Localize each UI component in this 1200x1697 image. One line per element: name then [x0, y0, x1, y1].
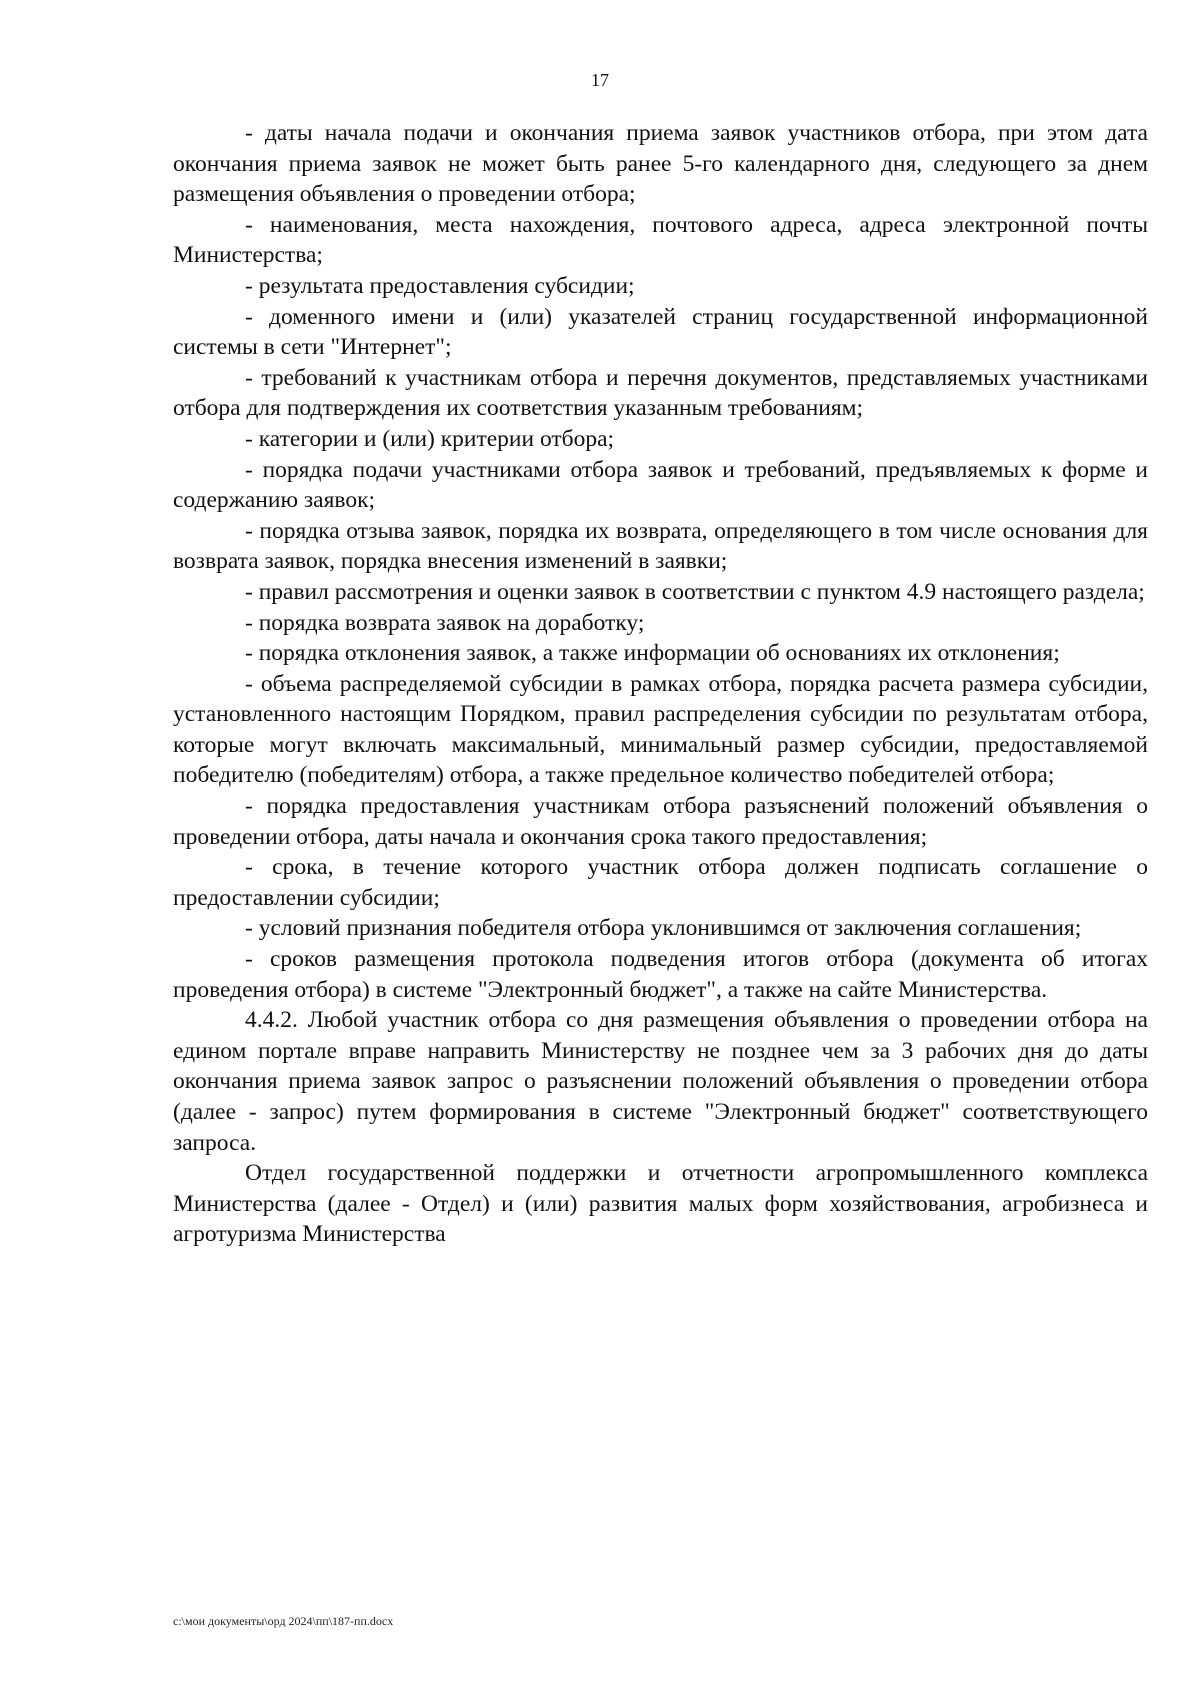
paragraph-categories: - категории и (или) критерии отбора;: [245, 425, 615, 452]
paragraph-clause-4-4-2: 4.4.2. Любой участник отбора со дня размещения объявления о проведении отбора на едином портале вправе направить Министерству не позднее чем за 3 рабочих дня до даты окончания приема заявок запрос о разъяснении положений объявления о проведении отбора (далее - запрос) путем формирования в системе "Электронный бюджет" соответствующего запроса.: [173, 1007, 1148, 1156]
paragraph-ministry-contacts: - наименования, места нахождения, почтового адреса, адреса электронной почты Министерства;: [173, 211, 1148, 269]
paragraph-subsidy-result: - результата предоставления субсидии;: [245, 272, 635, 299]
document-body: [173, 118, 1148, 1250]
paragraph-signing-deadline: - срока, в течение которого участник отбора должен подписать соглашение о предоставлении субсидии;: [173, 854, 1148, 911]
paragraph-subsidy-volume: - объема распределяемой субсидии в рамках отбора, порядка расчета размера субсидии, установленного настоящим Порядком, правил распределения субсидии по результатам отбора, которые могут включать максимальный, минимальный размер субсидии, предоставляемой победителю (победителям) отбора, а также предельное количество победителей отбора;: [173, 670, 1148, 789]
footer-file-path: c:\мои документы\орд 2024\пп\187-пп.docx: [173, 1614, 394, 1628]
paragraph-submission-order: - порядка подачи участниками отбора заявок и требований, предъявляемых к форме и содержанию заявок;: [173, 456, 1148, 514]
paragraph-dates: - даты начала подачи и окончания приема заявок участников отбора, при этом дата окончания приема заявок не может быть ранее 5-го календарного дня, следующего за днем размещения объявления о проведении отбора;: [173, 120, 1148, 208]
paragraph-review-rules: - правил рассмотрения и оценки заявок в соответствии с пунктом 4.9 настоящего раздела;: [245, 578, 1145, 605]
paragraph-department: Отдел государственной поддержки и отчетности агропромышленного комплекса Министерства (далее - Отдел) и (или) развития малых форм хозяйствования, агробизнеса и агротуризма Министерства: [173, 1160, 1148, 1248]
paragraph-rejection-order: - порядка отклонения заявок, а также информации об основаниях их отклонения;: [245, 640, 1060, 667]
paragraph-participant-requirements: - требований к участникам отбора и перечня документов, представляемых участниками отбора для подтверждения их соответствия указанным требованиям;: [173, 364, 1148, 422]
paragraph-protocol-deadlines: - сроков размещения протокола подведения итогов отбора (документа об итогах проведения отбора) в системе "Электронный бюджет", а также на сайте Министерства.: [173, 946, 1148, 1003]
paragraph-return-for-revision: - порядка возврата заявок на доработку;: [245, 609, 645, 636]
paragraph-withdrawal-order: - порядка отзыва заявок, порядка их возврата, определяющего в том числе основания для возврата заявок, порядка внесения изменений в заявки;: [173, 517, 1148, 575]
paragraph-domain-name: - доменного имени и (или) указателей страниц государственной информационной системы в сети "Интернет";: [173, 303, 1148, 361]
page-number: 17: [591, 70, 609, 90]
paragraph-evasion-conditions: - условий признания победителя отбора уклонившимся от заключения соглашения;: [245, 915, 1082, 942]
paragraph-clarifications: - порядка предоставления участникам отбора разъяснений положений объявления о проведении отбора, даты начала и окончания срока такого предоставления;: [173, 793, 1148, 850]
